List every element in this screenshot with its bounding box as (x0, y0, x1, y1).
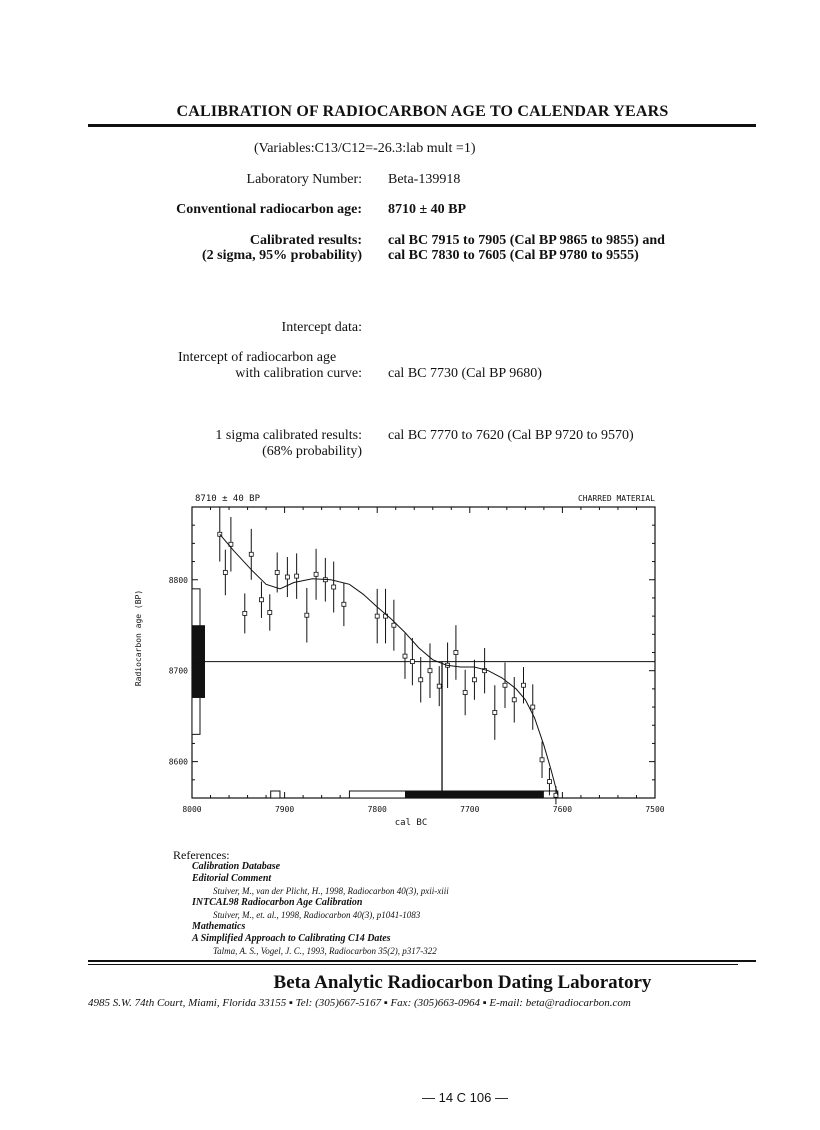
reference-citation: Stuiver, M., van der Plicht, H., 1998, Radiocarbon 40(3), pxii-xiii (213, 886, 449, 896)
conventional-age-value: 8710 ± 40 BP (388, 202, 467, 217)
data-point (342, 602, 346, 606)
data-point (223, 570, 227, 574)
data-point (275, 570, 279, 574)
reference-title: Mathematics (192, 921, 246, 932)
data-point (305, 613, 309, 617)
calibrated-value-2: cal BC 7830 to 7605 (Cal BP 9780 to 9555) (388, 248, 639, 263)
chart-y-axis-label: Radiocarbon age (BP) (134, 589, 143, 687)
calibrated-sublabel: (2 sigma, 95% probability) (202, 248, 362, 263)
data-point (531, 705, 535, 709)
data-point (392, 623, 396, 627)
variables-line: (Variables:C13/C12=-26.3:lab mult =1) (254, 141, 476, 156)
data-point (295, 574, 299, 578)
reference-title: A Simplified Approach to Calibrating C14 Dates (192, 933, 391, 944)
x-tick-label: 8000 (182, 805, 202, 814)
data-point (285, 575, 289, 579)
lab-address: 4985 S.W. 74th Court, Miami, Florida 33155 ▪ Tel: (305)667-5167 ▪ Fax: (305)663-0964 ▪ E-mail: beta@radiocarbon.com (88, 997, 631, 1009)
references-heading: References: (173, 848, 230, 862)
intercept-label-2: with calibration curve: (235, 366, 362, 381)
two-sigma-calibrated-bar (271, 791, 280, 798)
footer-rule-thin (88, 964, 738, 965)
data-point (410, 660, 414, 664)
lab-number-label: Laboratory Number: (246, 172, 362, 187)
calibration-chart (130, 488, 680, 838)
conventional-age-label: Conventional radiocarbon age: (176, 202, 362, 217)
reference-title: INTCAL98 Radiocarbon Age Calibration (192, 897, 363, 908)
y-tick-label: 8800 (168, 575, 188, 585)
data-point (503, 683, 507, 687)
data-point (419, 678, 423, 682)
intercept-value: cal BC 7730 (Cal BP 9680) (388, 366, 542, 381)
data-point (512, 698, 516, 702)
data-point (540, 758, 544, 762)
data-point (375, 614, 379, 618)
chart-material-label: CHARRED MATERIAL (577, 494, 655, 503)
title-rule (88, 124, 756, 127)
data-point (259, 598, 263, 602)
data-point (332, 585, 336, 589)
reference-citation: Talma, A. S., Vogel, J. C., 1993, Radiocarbon 35(2), p317-322 (213, 946, 437, 956)
x-tick-label: 7900 (274, 805, 295, 814)
y-tick-label: 8600 (168, 757, 188, 767)
x-tick-label: 7500 (645, 805, 665, 814)
page-number: — 14 C 106 — (422, 1090, 508, 1105)
one-sigma-calibrated-bar (405, 791, 544, 798)
calibration-curve (220, 534, 558, 795)
data-point (454, 651, 458, 655)
x-tick-label: 7700 (460, 805, 480, 814)
reference-title: Editorial Comment (192, 873, 272, 884)
reference-title: Calibration Database (192, 861, 281, 872)
intercept-label-1: Intercept of radiocarbon age (178, 350, 337, 365)
references-list (173, 861, 449, 957)
data-point (437, 684, 441, 688)
one-sigma-sublabel: (68% probability) (262, 444, 362, 459)
x-tick-label: 7600 (552, 805, 573, 814)
data-point (522, 683, 526, 687)
one-sigma-value: cal BC 7770 to 7620 (Cal BP 9720 to 9570) (388, 428, 634, 443)
data-point (268, 610, 272, 614)
footer-rule-top (88, 960, 756, 962)
chart-measured-age-label: 8710 ± 40 BP (195, 494, 261, 504)
reference-citation: Stuiver, M., et. al., 1998, Radiocarbon 40(3), p1041-1083 (213, 910, 421, 920)
lab-number-value: Beta-139918 (388, 172, 461, 187)
chart-x-axis-label: cal BC (394, 818, 428, 828)
data-point (493, 711, 497, 715)
calibrated-label: Calibrated results: (249, 233, 362, 248)
one-sigma-label: 1 sigma calibrated results: (215, 428, 362, 443)
data-point (249, 552, 253, 556)
calibrated-value-1: cal BC 7915 to 7905 (Cal BP 9865 to 9855) and (388, 233, 665, 248)
data-point (463, 691, 467, 695)
references-section (173, 849, 449, 957)
data-point (314, 572, 318, 576)
lab-name: Beta Analytic Radiocarbon Dating Laboratory (273, 972, 652, 993)
data-point (243, 611, 247, 615)
data-point (428, 669, 432, 673)
data-point (403, 654, 407, 658)
x-tick-label: 7800 (367, 805, 387, 814)
data-point (472, 678, 476, 682)
intercept-heading: Intercept data: (281, 320, 362, 335)
y-tick-label: 8700 (168, 666, 188, 676)
data-point (547, 780, 551, 784)
page-title: CALIBRATION OF RADIOCARBON AGE TO CALENDAR YEARS (176, 103, 669, 120)
